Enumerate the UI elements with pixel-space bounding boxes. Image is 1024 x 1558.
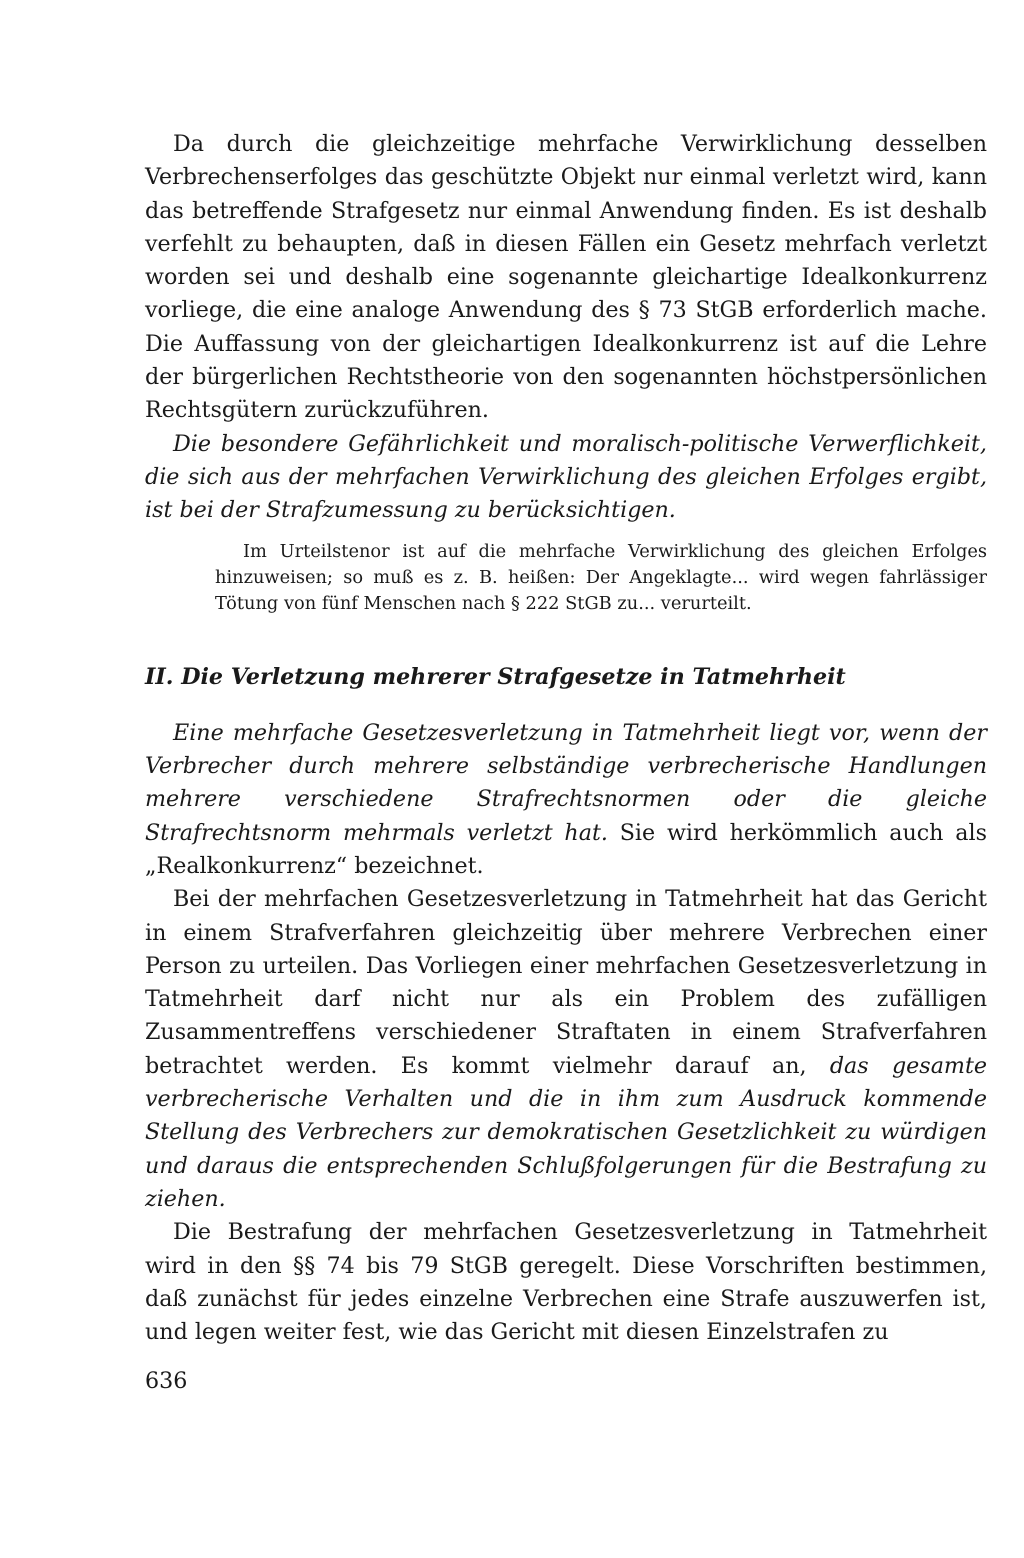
page-body [145,128,987,1349]
page-number: 636 [145,1368,188,1394]
footnote-small-print: Im Urteilstenor ist auf die mehrfache Verwirklichung des gleichen Erfolges hinzuweisen; so muß es z. B. heißen: Der Angeklagte... wird wegen fahrlässiger Tötung von fünf Menschen nach § 222 StGB zu... verurteilt. [215,540,987,615]
paragraph-3-italic: Eine mehrfache Gesetzesverletzung in Tatmehrheit liegt vor, wenn der Verbrecher durch mehrere selbständige verbrecherische Handlungen mehrere verschiedene Strafrechtsnormen oder die gleiche Strafrechtsnorm mehrmals verletzt hat. [145,719,987,846]
paragraph-3 [145,717,987,883]
paragraph-4-start: Bei der mehrfachen Gesetzesverletzung in Tatmehrheit hat das Gericht in einem Strafverfahren gleichzeitig über mehrere Verbrechen einer Person zu urteilen. Das Vorliegen einer mehrfachen Gesetzesverletzung in Tatmehrheit darf nicht nur als ein Problem des zufälligen Zusammentreffens verschiedener Straftaten in einem Strafverfahren betrachtet werden. Es kommt vielmehr darauf an, [145,886,987,1079]
paragraph-3-rest: Sie wird herkömmlich auch als „Realkonkurrenz“ bezeichnet. [145,819,987,879]
section-heading: II. Die Verletzung mehrerer Strafgesetze in Tatmehrheit [145,663,846,690]
paragraph-5: Die Bestrafung der mehrfachen Gesetzesverletzung in Tatmehrheit wird in den §§ 74 bis 79 StGB geregelt. Diese Vorschriften bestimmen, daß zunächst für jedes einzelne Verbrechen eine Strafe auszuwerfen ist, und legen weiter fest, wie das Gericht mit diesen Einzelstrafen zu [145,1219,987,1346]
paragraph-4 [145,883,987,1216]
paragraph-1: Da durch die gleichzeitige mehrfache Verwirklichung desselben Verbrechenserfolges das geschützte Objekt nur einmal verletzt wird, kann das betreffende Strafgesetz nur einmal Anwendung finden. Es ist deshalb verfehlt zu behaupten, daß in diesen Fällen ein Gesetz mehrfach verletzt worden sei und deshalb eine sogenannte gleichartige Idealkonkurrenz vorliege, die eine analoge Anwendung des § 73 StGB erforderlich mache. Die Auffassung von der gleichartigen Idealkonkurrenz ist auf die Lehre der bürgerlichen Rechtstheorie von den sogenannten höchstpersönlichen Rechtsgütern zurückzuführen. [145,131,987,424]
paragraph-4-italic: das gesamte verbrecherische Verhalten und die in ihm zum Ausdruck kommende Stellung des Verbrechers zur demokratischen Gesetzlichkeit zu würdigen und daraus die entsprechenden Schlußfolgerungen für die Bestrafung zu ziehen. [145,1052,988,1212]
paragraph-2-italic: Die besondere Gefährlichkeit und moralisch-politische Verwerflichkeit, die sich aus der mehrfachen Verwirklichung des gleichen Erfolges ergibt, ist bei der Strafzumessung zu berücksichtigen. [145,430,987,524]
